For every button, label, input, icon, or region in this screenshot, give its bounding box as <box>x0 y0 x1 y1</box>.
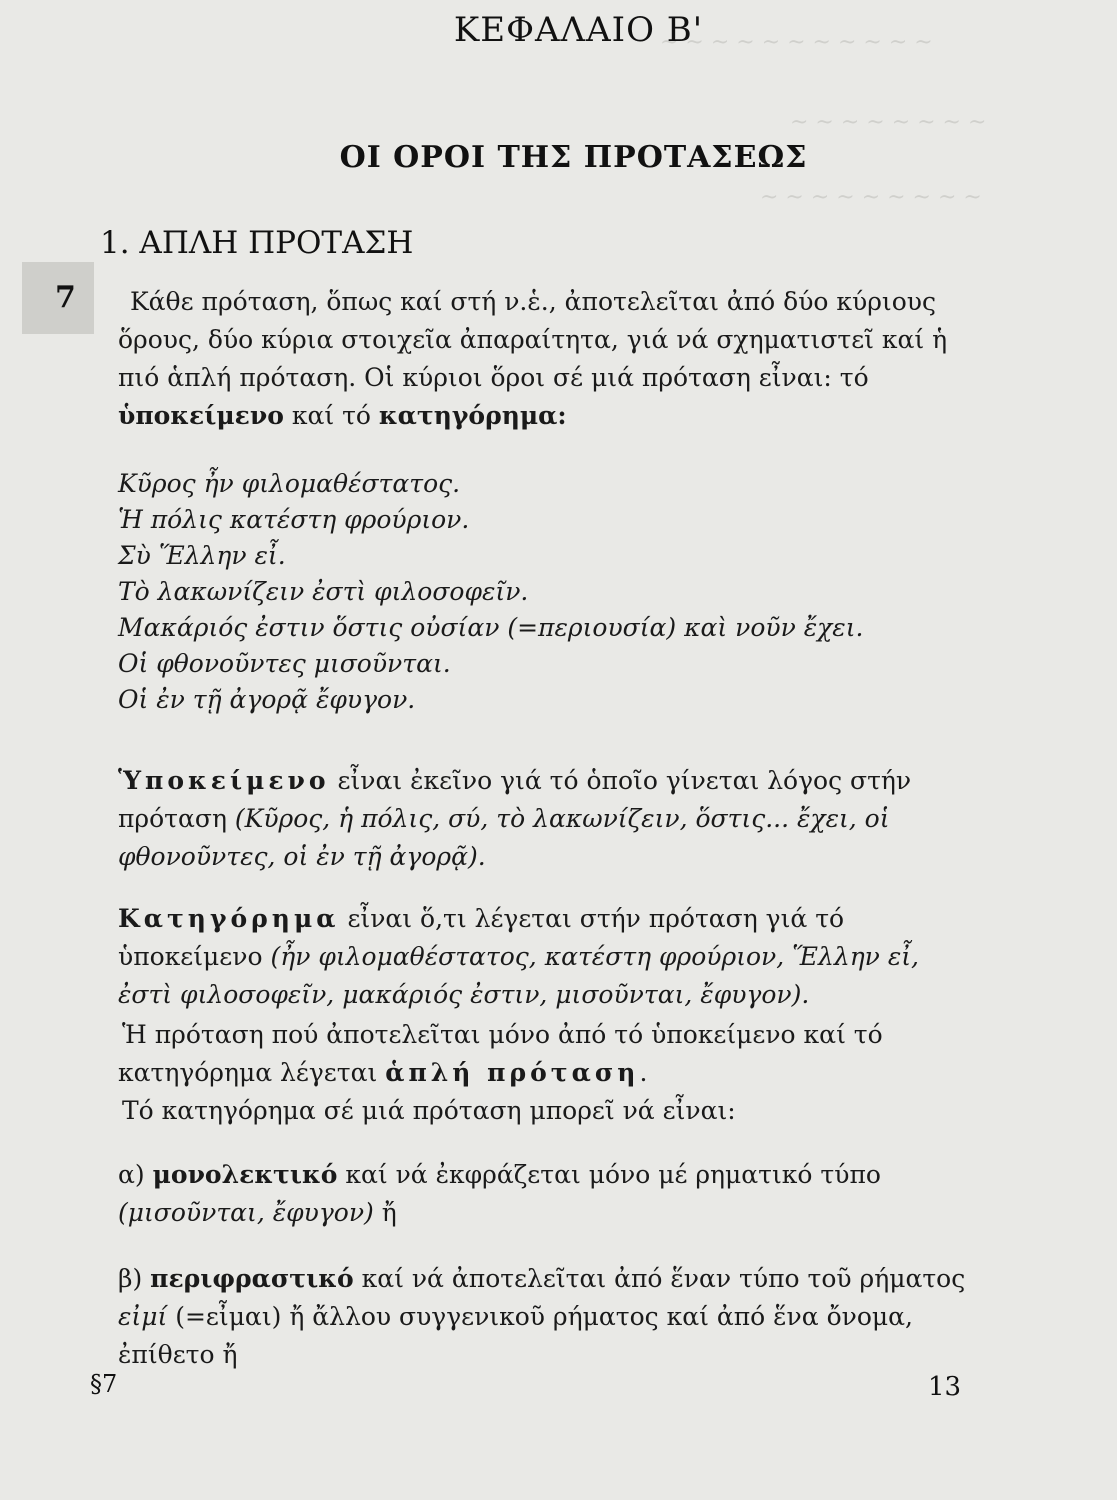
type-b-text2: (=εἶμαι) ἤ ἄλλου συγγενικοῦ ρήματος καί ἀπό ἕνα ὄνομα, ἐπίθετο ἤ <box>118 1302 913 1369</box>
type-b-term: περιφραστικό <box>150 1264 354 1293</box>
predicate-examples: (ἦν φιλομαθέστατος, κατέστη φρούριον, Ἕλλην εἶ, ἐστὶ φιλοσοφεῖν, μακάριός ἐστιν, μισοῦνται, ἔφυγον). <box>118 942 919 1009</box>
page-number: 13 <box>928 1372 962 1402</box>
term-predicate: κατηγόρημα: <box>378 401 567 430</box>
example-line: Μακάριός ἐστιν ὅστις οὐσίαν (=περιουσία) καὶ νοῦν ἔχει. <box>118 613 864 642</box>
bleed-through-text: ~ ~ ~ ~ ~ ~ ~ ~ ~ ~ ~ <box>660 30 933 55</box>
simple-text: Ἡ πρόταση πού ἀποτελεῖται μόνο ἀπό τό ὑποκείμενο καί τό κατηγόρημα λέγεται <box>118 1020 883 1087</box>
predicate-term: Κατηγόρημα <box>118 904 340 933</box>
section-reference: §7 <box>90 1370 118 1398</box>
subsection-title: 1. ΑΠΛΗ ΠΡΟΤΑΣΗ <box>100 225 414 261</box>
predicate-types-intro: Τό κατηγόρημα σέ μιά πρόταση μπορεῖ νά εἶναι: <box>122 1096 736 1125</box>
example-line: Κῦρος ἦν φιλομαθέστατος. <box>118 469 461 498</box>
intro-and: καί τό <box>291 401 371 430</box>
example-line: Σὺ Ἕλλην εἶ. <box>118 541 286 570</box>
subject-text: εἶναι ἐκεῖνο γιά τό ὁποῖο γίνεται λόγος στήν πρόταση <box>118 766 912 833</box>
example-line: Οἱ ἐν τῇ ἀγορᾷ ἔφυγον. <box>118 685 416 714</box>
example-line: Οἱ φθονοῦντες μισοῦνται. <box>118 649 451 678</box>
bleed-through-text: ~ ~ ~ ~ ~ ~ ~ ~ ~ <box>760 185 982 210</box>
predicate-definition <box>118 900 968 1014</box>
examples-list <box>118 466 863 718</box>
paragraph-number: 7 <box>55 280 76 315</box>
subject-examples: (Κῦρος, ἡ πόλις, σύ, τὸ λακωνίζειν, ὅστις... ἔχει, οἱ φθονοῦντες, οἱ ἐν τῇ ἀγορᾷ). <box>118 804 890 871</box>
predicate-text: εἶναι ὅ,τι λέγεται στήν πρόταση γιά τό ὑποκείμενο <box>118 904 845 971</box>
intro-paragraph <box>118 283 968 435</box>
type-a-text: καί νά ἐκφράζεται μόνο μέ ρηματικό τύπο <box>345 1160 881 1189</box>
intro-text: Κάθε πρόταση, ὅπως καί στή ν.ἑ., ἀποτελεῖται ἀπό δύο κύριους ὅρους, δύο κύρια στοιχεῖα ἀπαραίτητα, γιά νά σχηματιστεῖ καί ἡ πιό ἁπλή πρόταση. Οἱ κύριοι ὅροι σέ μιά πρόταση εἶναι: τό <box>118 287 948 392</box>
section-title: ΟΙ ΟΡΟΙ ΤΗΣ ΠΡΟΤΑΣΕΩΣ <box>339 140 808 175</box>
type-b-text: καί νά ἀποτελεῖται ἀπό ἕναν τύπο τοῦ ρήματος <box>361 1264 966 1293</box>
example-line: Τὸ λακωνίζειν ἐστὶ φιλοσοφεῖν. <box>118 577 529 606</box>
type-a-examples: (μισοῦνται, ἔφυγον) <box>118 1198 374 1227</box>
type-a-end: ἤ <box>381 1198 397 1227</box>
term-subject: ὑποκείμενο <box>118 401 284 430</box>
predicate-type-b <box>118 1260 968 1374</box>
type-b-label: β) <box>118 1264 143 1293</box>
type-a-label: α) <box>118 1160 145 1189</box>
subject-definition <box>118 762 968 876</box>
simple-end: . <box>639 1058 648 1087</box>
simple-term: ἁπλή πρόταση <box>385 1058 640 1087</box>
simple-sentence-definition <box>118 1016 968 1130</box>
chapter-title: ΚΕΦΑΛΑΙΟ Β' <box>453 10 704 50</box>
example-line: Ἡ πόλις κατέστη φρούριον. <box>118 505 470 534</box>
type-b-verb: εἰμί <box>118 1302 168 1331</box>
predicate-type-a <box>118 1156 968 1232</box>
bleed-through-text: ~ ~ ~ ~ ~ ~ ~ ~ <box>790 110 987 135</box>
subject-term: Ὑποκείμενο <box>118 766 330 795</box>
type-a-term: μονολεκτικό <box>152 1160 338 1189</box>
